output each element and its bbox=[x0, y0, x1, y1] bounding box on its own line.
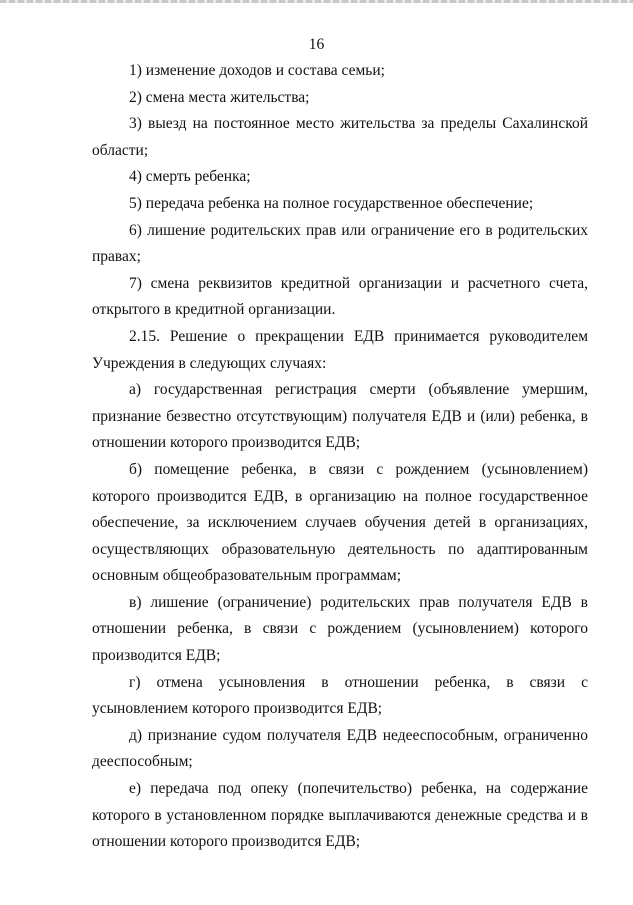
case-e: е) передача под опеку (попечительство) ребенка, на содержание которого в установленном порядке выплачиваются денежные средства и в отношении которого производится ЕДВ; bbox=[92, 780, 588, 851]
list-item-6: 6) лишение родительских прав или ограничение его в родительских правах; bbox=[92, 221, 588, 266]
list-item-4: 4) смерть ребенка; bbox=[129, 168, 251, 186]
section-2-15: 2.15. Решение о прекращении ЕДВ принимается руководителем Учреждения в следующих случаях: bbox=[92, 327, 588, 372]
list-item-7: 7) смена реквизитов кредитной организации и расчетного счета, открытого в кредитной организации. bbox=[92, 274, 588, 319]
list-item-3: 3) выезд на постоянное место жительства за пределы Сахалинской области; bbox=[92, 115, 588, 159]
list-item-2: 2) смена места жительства; bbox=[129, 88, 310, 106]
document-body bbox=[92, 58, 588, 856]
case-v: в) лишение (ограничение) родительских прав получателя ЕДВ в отношении ребенка, в связи с рождением (усыновлением) которого производится ЕДВ; bbox=[92, 593, 588, 665]
list-item-1: 1) изменение доходов и состава семьи; bbox=[129, 62, 385, 79]
case-d: д) признание судом получателя ЕДВ недееспособным, ограниченно дееспособным; bbox=[92, 726, 588, 771]
case-b: б) помещение ребенка, в связи с рождением (усыновлением) которого производится ЕДВ, в организацию на полное государственное обеспечение, за исключением случаев обучения детей в организациях, осуществляющих образовательную деятельность по адаптированным основным общеобразовательным программам; bbox=[92, 460, 588, 585]
scan-edge bbox=[0, 0, 633, 3]
list-item-5: 5) передача ребенка на полное государственное обеспечение; bbox=[129, 194, 534, 212]
case-g: г) отмена усыновления в отношении ребенка, в связи с усыновлением которого производится ЕДВ; bbox=[92, 673, 588, 718]
case-a: а) государственная регистрация смерти (объявление умершим, признание безвестно отсутствующим) получателя ЕДВ и (или) ребенка, в отношении которого производится ЕДВ; bbox=[92, 381, 588, 452]
page-number: 16 bbox=[308, 36, 325, 53]
